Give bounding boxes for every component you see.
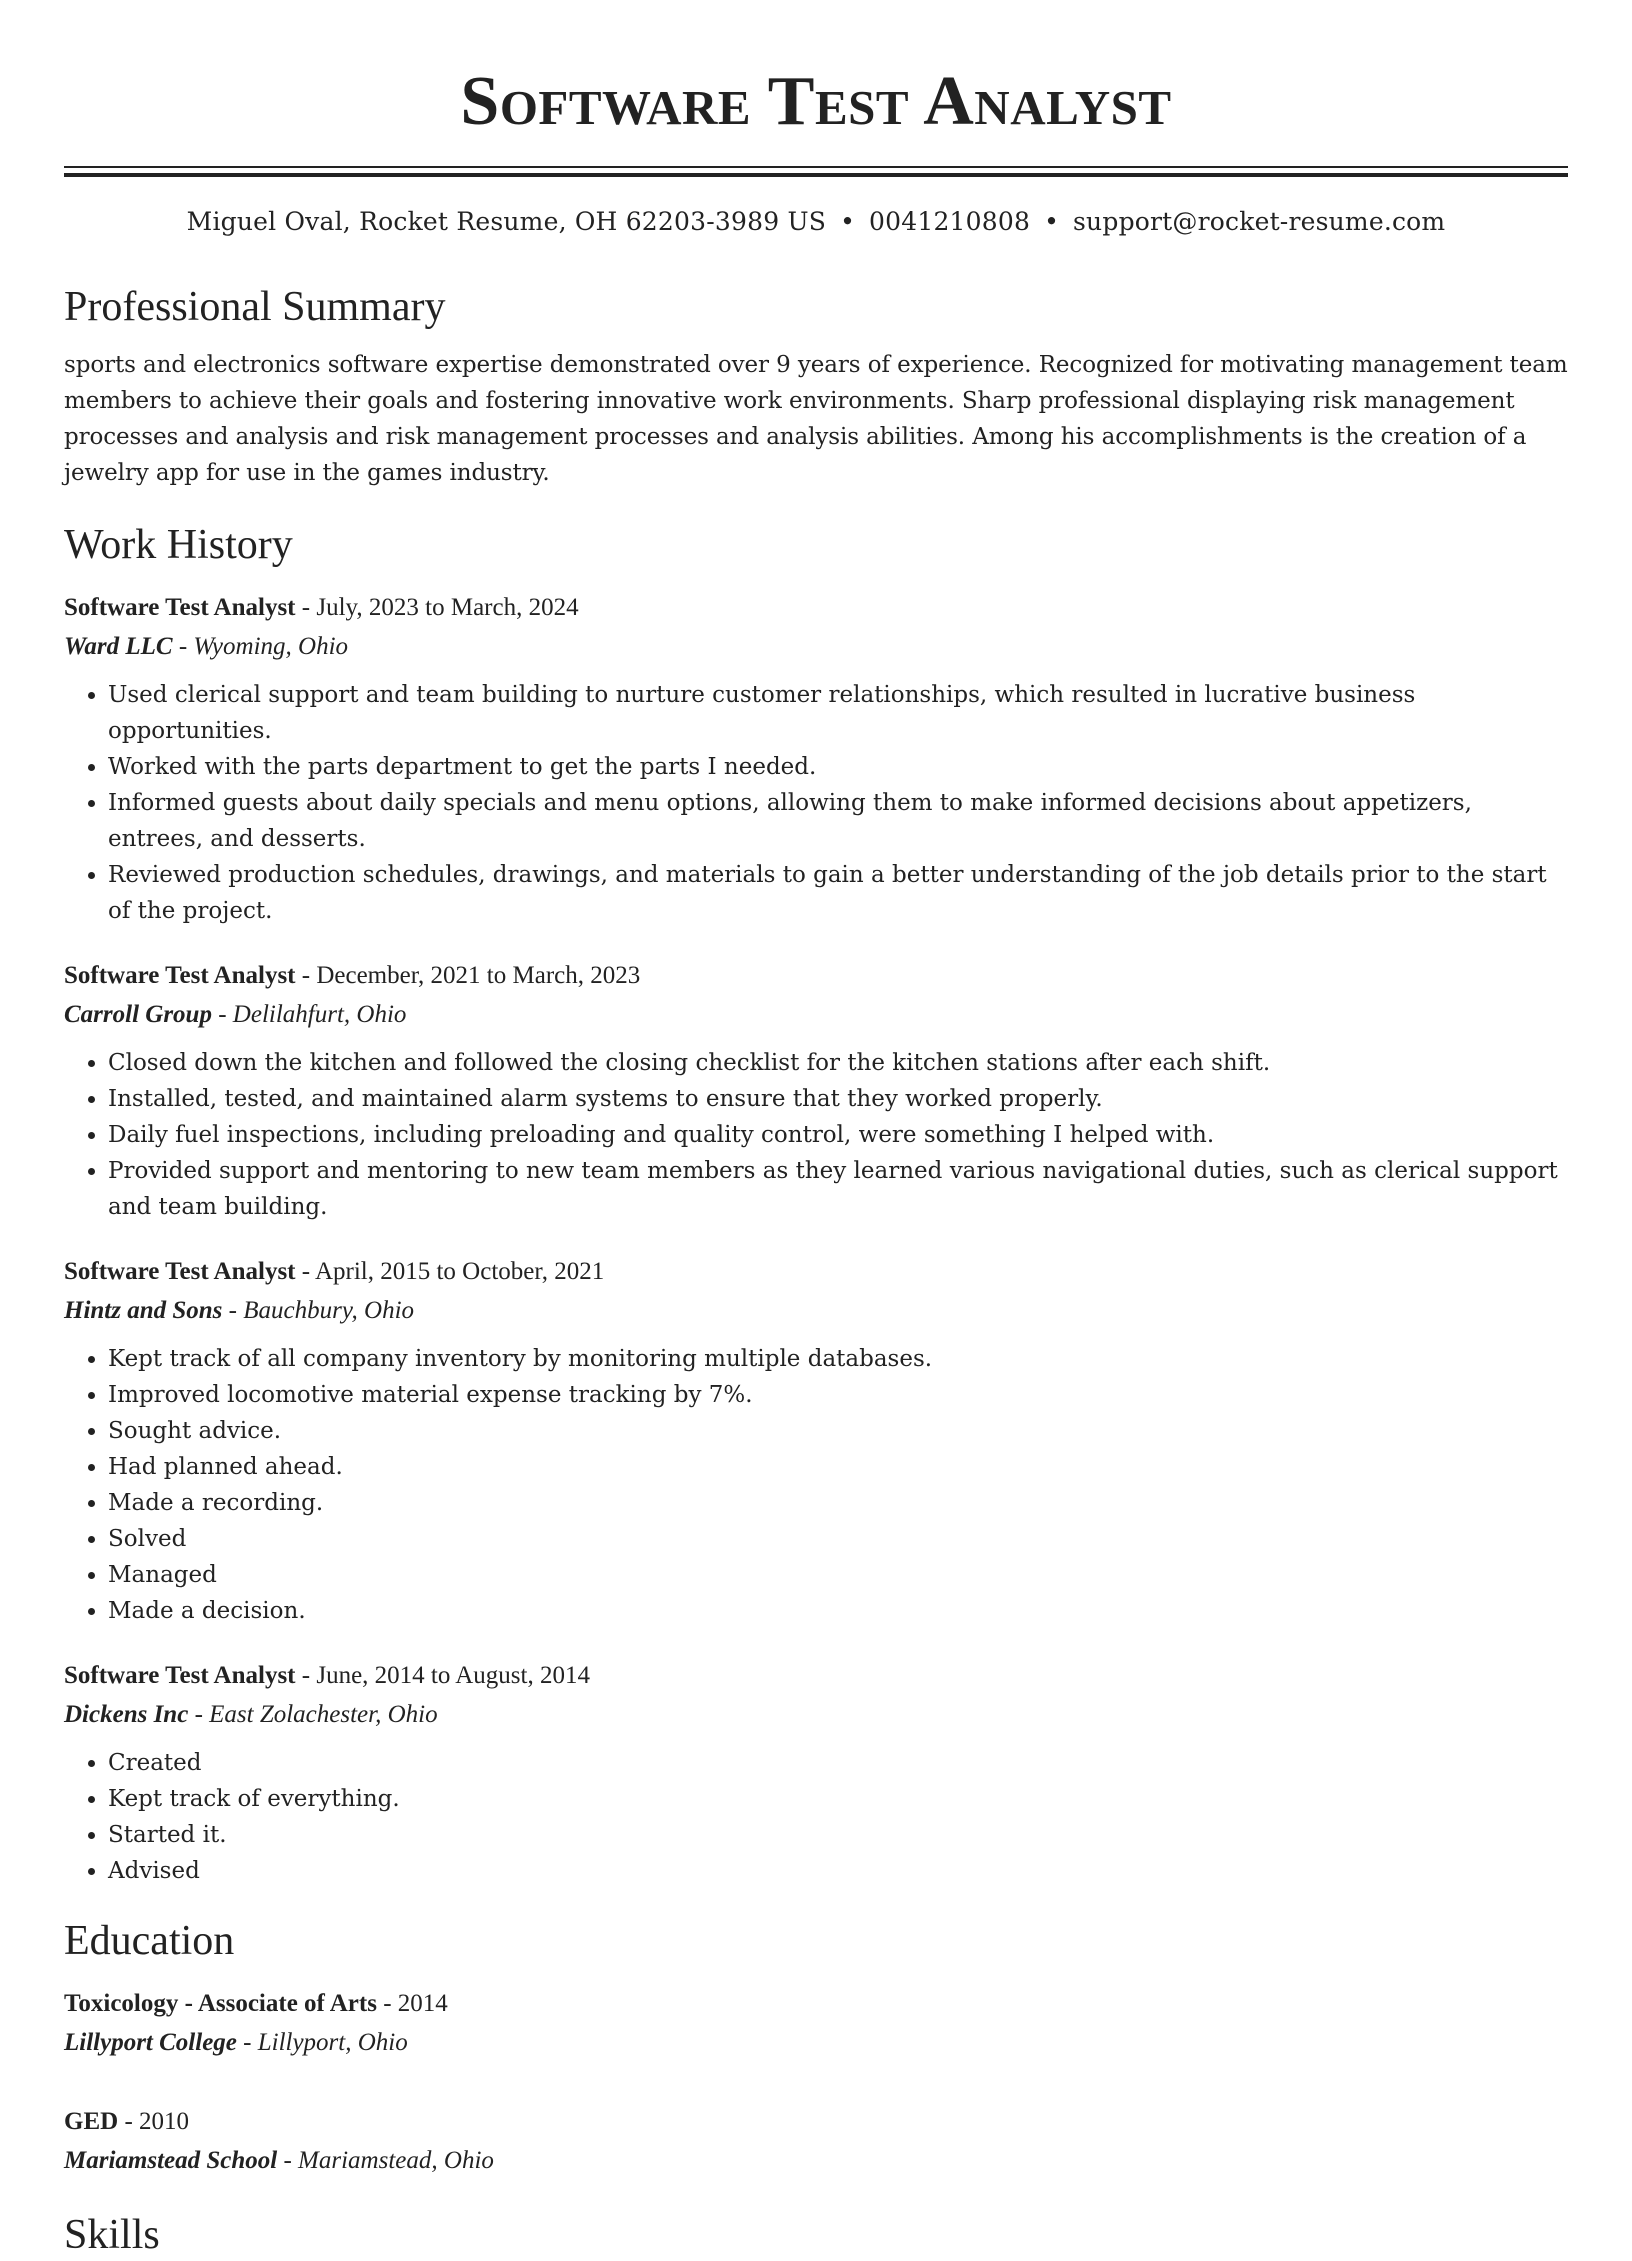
job-location: - Wyoming, Ohio (172, 633, 349, 660)
job-bullet: • Used clerical support and team building to nurture customer relationships, which resulted in lucrative business opportunities. (108, 677, 1568, 749)
education-school-line (64, 2141, 1568, 2181)
job-company: Dickens Inc (64, 1701, 189, 1728)
job-bullet: • Sought advice. (108, 1413, 1568, 1449)
job-bullet: • Made a recording. (108, 1485, 1568, 1521)
job-entry (64, 1253, 1568, 1629)
job-bullet: • Provided support and mentoring to new team members as they learned various navigational duties, such as clerical support and team building. (108, 1153, 1568, 1225)
job-company: Carroll Group (64, 1001, 212, 1028)
job-bullet: • Managed (108, 1557, 1568, 1593)
job-company: Ward LLC (64, 633, 173, 660)
job-company-line (64, 1291, 1568, 1331)
education-entry (64, 1985, 1568, 2063)
job-bullet: • Kept track of everything. (108, 1781, 1568, 1817)
job-bullet: • Created (108, 1745, 1568, 1781)
job-bullets (64, 1341, 1568, 1629)
job-heading (64, 1253, 1568, 1291)
education-school: Mariamstead School (64, 2147, 278, 2174)
contact-separator: • (840, 207, 856, 236)
education-year: - 2014 (376, 1990, 448, 2017)
resume-name: Software Test Analyst (460, 63, 1172, 140)
job-dates: - December, 2021 to March, 2023 (295, 962, 641, 989)
header-divider-thin (64, 166, 1568, 168)
job-entry (64, 589, 1568, 929)
resume-page (64, 0, 1568, 2261)
job-heading (64, 589, 1568, 627)
job-company-line (64, 627, 1568, 667)
job-company-line (64, 995, 1568, 1035)
summary-text: sports and electronics software expertise demonstrated over 9 years of experience. Recognized for motivating management team members to achieve their goals and fostering innovative work environments. Sharp professional displaying risk management processes and analysis and risk management processes and analysis abilities. Among his accomplishments is the creation of a jewelry app for use in the games industry. (64, 352, 1568, 486)
job-bullet: • Kept track of all company inventory by monitoring multiple databases. (108, 1341, 1568, 1377)
education-degree-line (64, 2103, 1568, 2141)
education-degree: GED (64, 2108, 119, 2135)
job-bullet: • Reviewed production schedules, drawings, and materials to gain a better understanding of the job details prior to the start of the project. (108, 857, 1568, 929)
job-bullets (64, 1045, 1568, 1225)
skills-heading: Skills (64, 2212, 160, 2258)
contact-line (64, 205, 1568, 239)
education-entry (64, 2103, 1568, 2181)
job-bullet: • Made a decision. (108, 1593, 1568, 1629)
job-bullet: • Worked with the parts department to get the parts I needed. (108, 749, 1568, 785)
education-school: Lillyport College (64, 2029, 237, 2056)
education-heading: Education (64, 1918, 235, 1964)
education-degree-line (64, 1985, 1568, 2023)
education-list (64, 1985, 1568, 2181)
job-dates: - July, 2023 to March, 2024 (295, 594, 579, 621)
education-location: - Mariamstead, Ohio (277, 2147, 494, 2174)
job-bullet: • Had planned ahead. (108, 1449, 1568, 1485)
job-location: - Bauchbury, Ohio (222, 1297, 415, 1324)
job-bullet: • Closed down the kitchen and followed the closing checklist for the kitchen stations after each shift. (108, 1045, 1568, 1081)
job-role: Software Test Analyst (64, 962, 296, 989)
job-bullet: • Advised (108, 1853, 1568, 1889)
job-bullet: • Daily fuel inspections, including preloading and quality control, were something I helped with. (108, 1117, 1568, 1153)
work-history-list (64, 589, 1568, 1889)
job-bullet: • Solved (108, 1521, 1568, 1557)
job-location: - Delilahfurt, Ohio (211, 1001, 407, 1028)
job-dates: - April, 2015 to October, 2021 (295, 1258, 605, 1285)
education-year: - 2010 (118, 2108, 190, 2135)
job-bullet: • Improved locomotive material expense tracking by 7%. (108, 1377, 1568, 1413)
contact-phone: 0041210808 (869, 207, 1031, 236)
job-role: Software Test Analyst (64, 594, 296, 621)
contact-email: support@rocket-resume.com (1073, 207, 1446, 236)
job-company-line (64, 1695, 1568, 1735)
job-heading (64, 957, 1568, 995)
header-divider-thick (64, 173, 1568, 177)
contact-separator: • (1044, 207, 1060, 236)
job-bullets (64, 1745, 1568, 1889)
job-bullet: • Installed, tested, and maintained alarm systems to ensure that they worked properly. (108, 1081, 1568, 1117)
job-bullets (64, 677, 1568, 929)
job-role: Software Test Analyst (64, 1258, 296, 1285)
job-heading (64, 1657, 1568, 1695)
education-degree: Toxicology - Associate of Arts (64, 1990, 377, 2017)
summary-heading: Professional Summary (64, 284, 446, 330)
job-entry (64, 957, 1568, 1225)
job-bullet: • Started it. (108, 1817, 1568, 1853)
education-school-line (64, 2023, 1568, 2063)
work-history-heading: Work History (64, 522, 293, 568)
job-entry (64, 1657, 1568, 1889)
job-dates: - June, 2014 to August, 2014 (295, 1662, 590, 1689)
job-bullet: • Informed guests about daily specials and menu options, allowing them to make informed decisions about appetizers, entrees, and desserts. (108, 785, 1568, 857)
job-company: Hintz and Sons (64, 1297, 223, 1324)
job-role: Software Test Analyst (64, 1662, 296, 1689)
job-location: - East Zolachester, Ohio (188, 1701, 438, 1728)
education-location: - Lillyport, Ohio (236, 2029, 408, 2056)
contact-address: Miguel Oval, Rocket Resume, OH 62203-3989 US (186, 207, 827, 236)
